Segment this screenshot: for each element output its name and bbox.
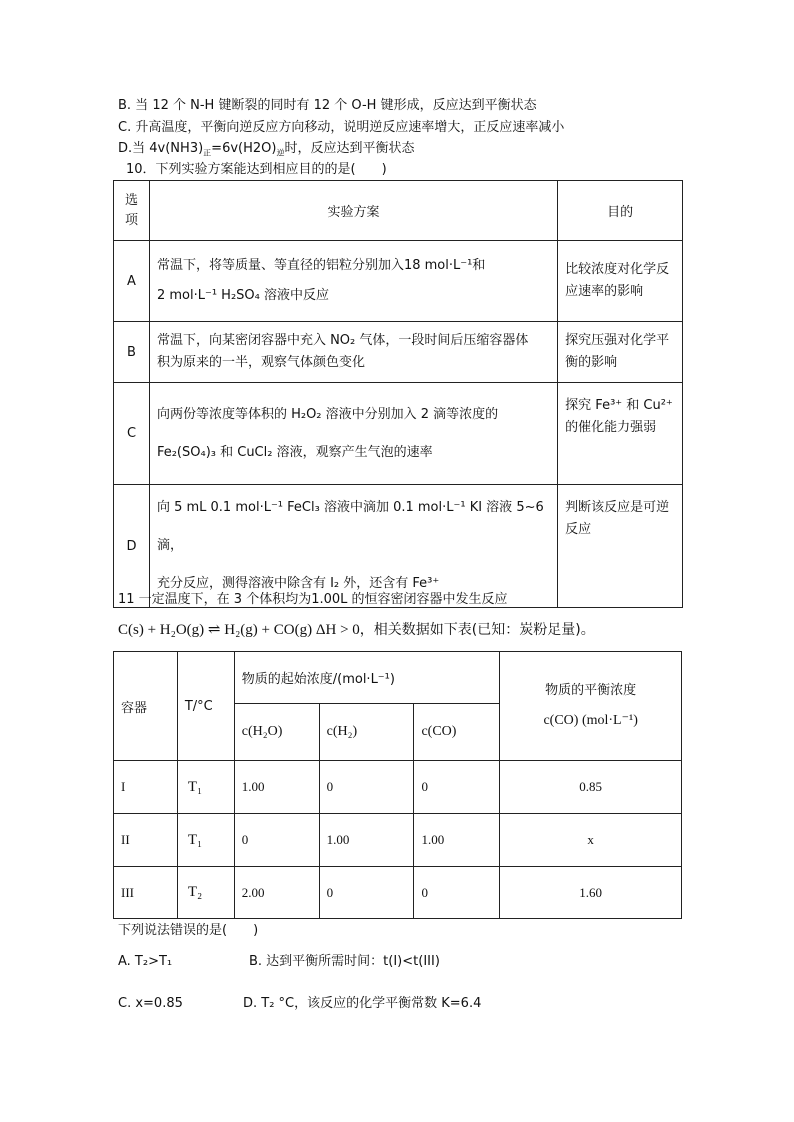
q9-option-d: D.当 $4v(NH3)_正=6v(H2O)_逆$时，反应达到平衡状态: [118, 141, 415, 158]
q11-row-container: II: [114, 814, 178, 867]
q11-row-h2: 0: [319, 867, 414, 919]
q11-row-h2: 1.00: [319, 814, 414, 867]
q11-table: [113, 651, 682, 919]
q10-header-purpose: 目的: [558, 181, 683, 241]
q10-row-purpose: 探究 Fe³⁺ 和 Cu²⁺ 的催化能力强弱: [558, 383, 683, 485]
q11-row-i: [114, 761, 682, 814]
q10-row-label: D: [114, 485, 150, 608]
q11-option-a: A. T₂>T₁: [118, 954, 173, 969]
q10-row-label: A: [114, 241, 150, 322]
q10-row-scheme: 向 5 mL 0.1 mol·L⁻¹ FeCl₃ 溶液中滴加 0.1 mol·L⁻¹ KI 溶液 5~6 滴， 充分反应，测得溶液中除含有 I₂ 外，还含有 Fe³⁺: [149, 485, 557, 608]
q10-row-b: [114, 322, 683, 383]
q11-row-h2o: 1.00: [234, 761, 319, 814]
q11-row-ii: [114, 814, 682, 867]
q10-row-scheme: 常温下，向某密闭容器中充入 NO₂ 气体，一段时间后压缩容器体 积为原来的一半，观察气体颜色变化: [149, 322, 557, 383]
q11-equation: C(s) + H₂O(g) ⇌ H₂(g) + CO(g) ΔH > 0: [118, 622, 360, 638]
q11-question: 下列说法错误的是( ): [118, 923, 259, 938]
q11-header-container: 容器: [114, 652, 178, 761]
q11-row-container: I: [114, 761, 178, 814]
q11-row-iii: [114, 867, 682, 919]
q10-row-c: [114, 383, 683, 485]
q10-header-option: 选项: [114, 181, 150, 241]
q10-table: [113, 180, 683, 608]
q11-row-co: 0: [414, 867, 500, 919]
q11-row-co: 0: [414, 761, 500, 814]
q10-row-label: C: [114, 383, 150, 485]
q9-option-b: B. 当 12 个 N-H 键断裂的同时有 12 个 O-H 键形成，反应达到平衡状态: [118, 98, 537, 113]
q11-row-co: 1.00: [414, 814, 500, 867]
q10-row-a: [114, 241, 683, 322]
q11-header-c-h2: c(H₂): [319, 704, 414, 761]
q11-equation-note: ，相关数据如下表(已知：炭粉足量)。: [359, 622, 595, 638]
q11-option-c: C. x=0.85: [118, 996, 183, 1011]
q11-row-h2o: 0: [234, 814, 319, 867]
q11-row-temp: T₁: [177, 814, 234, 867]
q10-header-scheme: 实验方案: [149, 181, 557, 241]
q10-row-scheme: 常温下，将等质量、等直径的铝粒分别加入18 mol·L⁻¹和 2 mol·L⁻¹ H₂SO₄ 溶液中反应: [149, 241, 557, 322]
q10-header-row: [114, 181, 683, 241]
q11-option-d: D. T₂ °C，该反应的化学平衡常数 K=6.4: [243, 996, 482, 1011]
q10-row-purpose: 比较浓度对化学反应速率的影响: [558, 241, 683, 322]
q11-equation-line: [118, 618, 595, 642]
q11-header-initial: 物质的起始浓度/(mol·L⁻¹): [234, 652, 500, 704]
q11-header-c-h2o: c(H₂O): [234, 704, 319, 761]
q10-row-purpose: 判断该反应是可逆反应: [558, 485, 683, 608]
q11-header-equilibrium: 物质的平衡浓度 c(CO) (mol·L⁻¹): [500, 652, 682, 761]
q11-row-container: III: [114, 867, 178, 919]
q10-stem: 10．下列实验方案能达到相应目的的是( ): [126, 162, 387, 177]
q11-header-row-1: [114, 652, 682, 704]
q11-row-temp: T₁: [177, 761, 234, 814]
q11-row-eq: x: [500, 814, 682, 867]
q11-option-b: B. 达到平衡所需时间：t(I)<t(III): [249, 954, 440, 969]
q11-row-temp: T₂: [177, 867, 234, 919]
q11-header-c-co: c(CO): [414, 704, 500, 761]
q11-header-temperature: T/°C: [177, 652, 234, 761]
q11-row-h2o: 2.00: [234, 867, 319, 919]
q10-row-scheme: 向两份等浓度等体积的 H₂O₂ 溶液中分别加入 2 滴等浓度的 Fe₂(SO₄)₃ 和 CuCl₂ 溶液，观察产生气泡的速率: [149, 383, 557, 485]
q11-row-eq: 1.60: [500, 867, 682, 919]
q11-row-eq: 0.85: [500, 761, 682, 814]
q10-row-purpose: 探究压强对化学平衡的影响: [558, 322, 683, 383]
q11-row-h2: 0: [319, 761, 414, 814]
q10-row-d: [114, 485, 683, 608]
q11-stem: 11 一定温度下，在 3 个体积均为1.00L 的恒容密闭容器中发生反应: [118, 592, 508, 607]
q10-row-label: B: [114, 322, 150, 383]
q9-option-c: C. 升高温度，平衡向逆反应方向移动，说明逆反应速率增大，正反应速率减小: [118, 120, 565, 135]
